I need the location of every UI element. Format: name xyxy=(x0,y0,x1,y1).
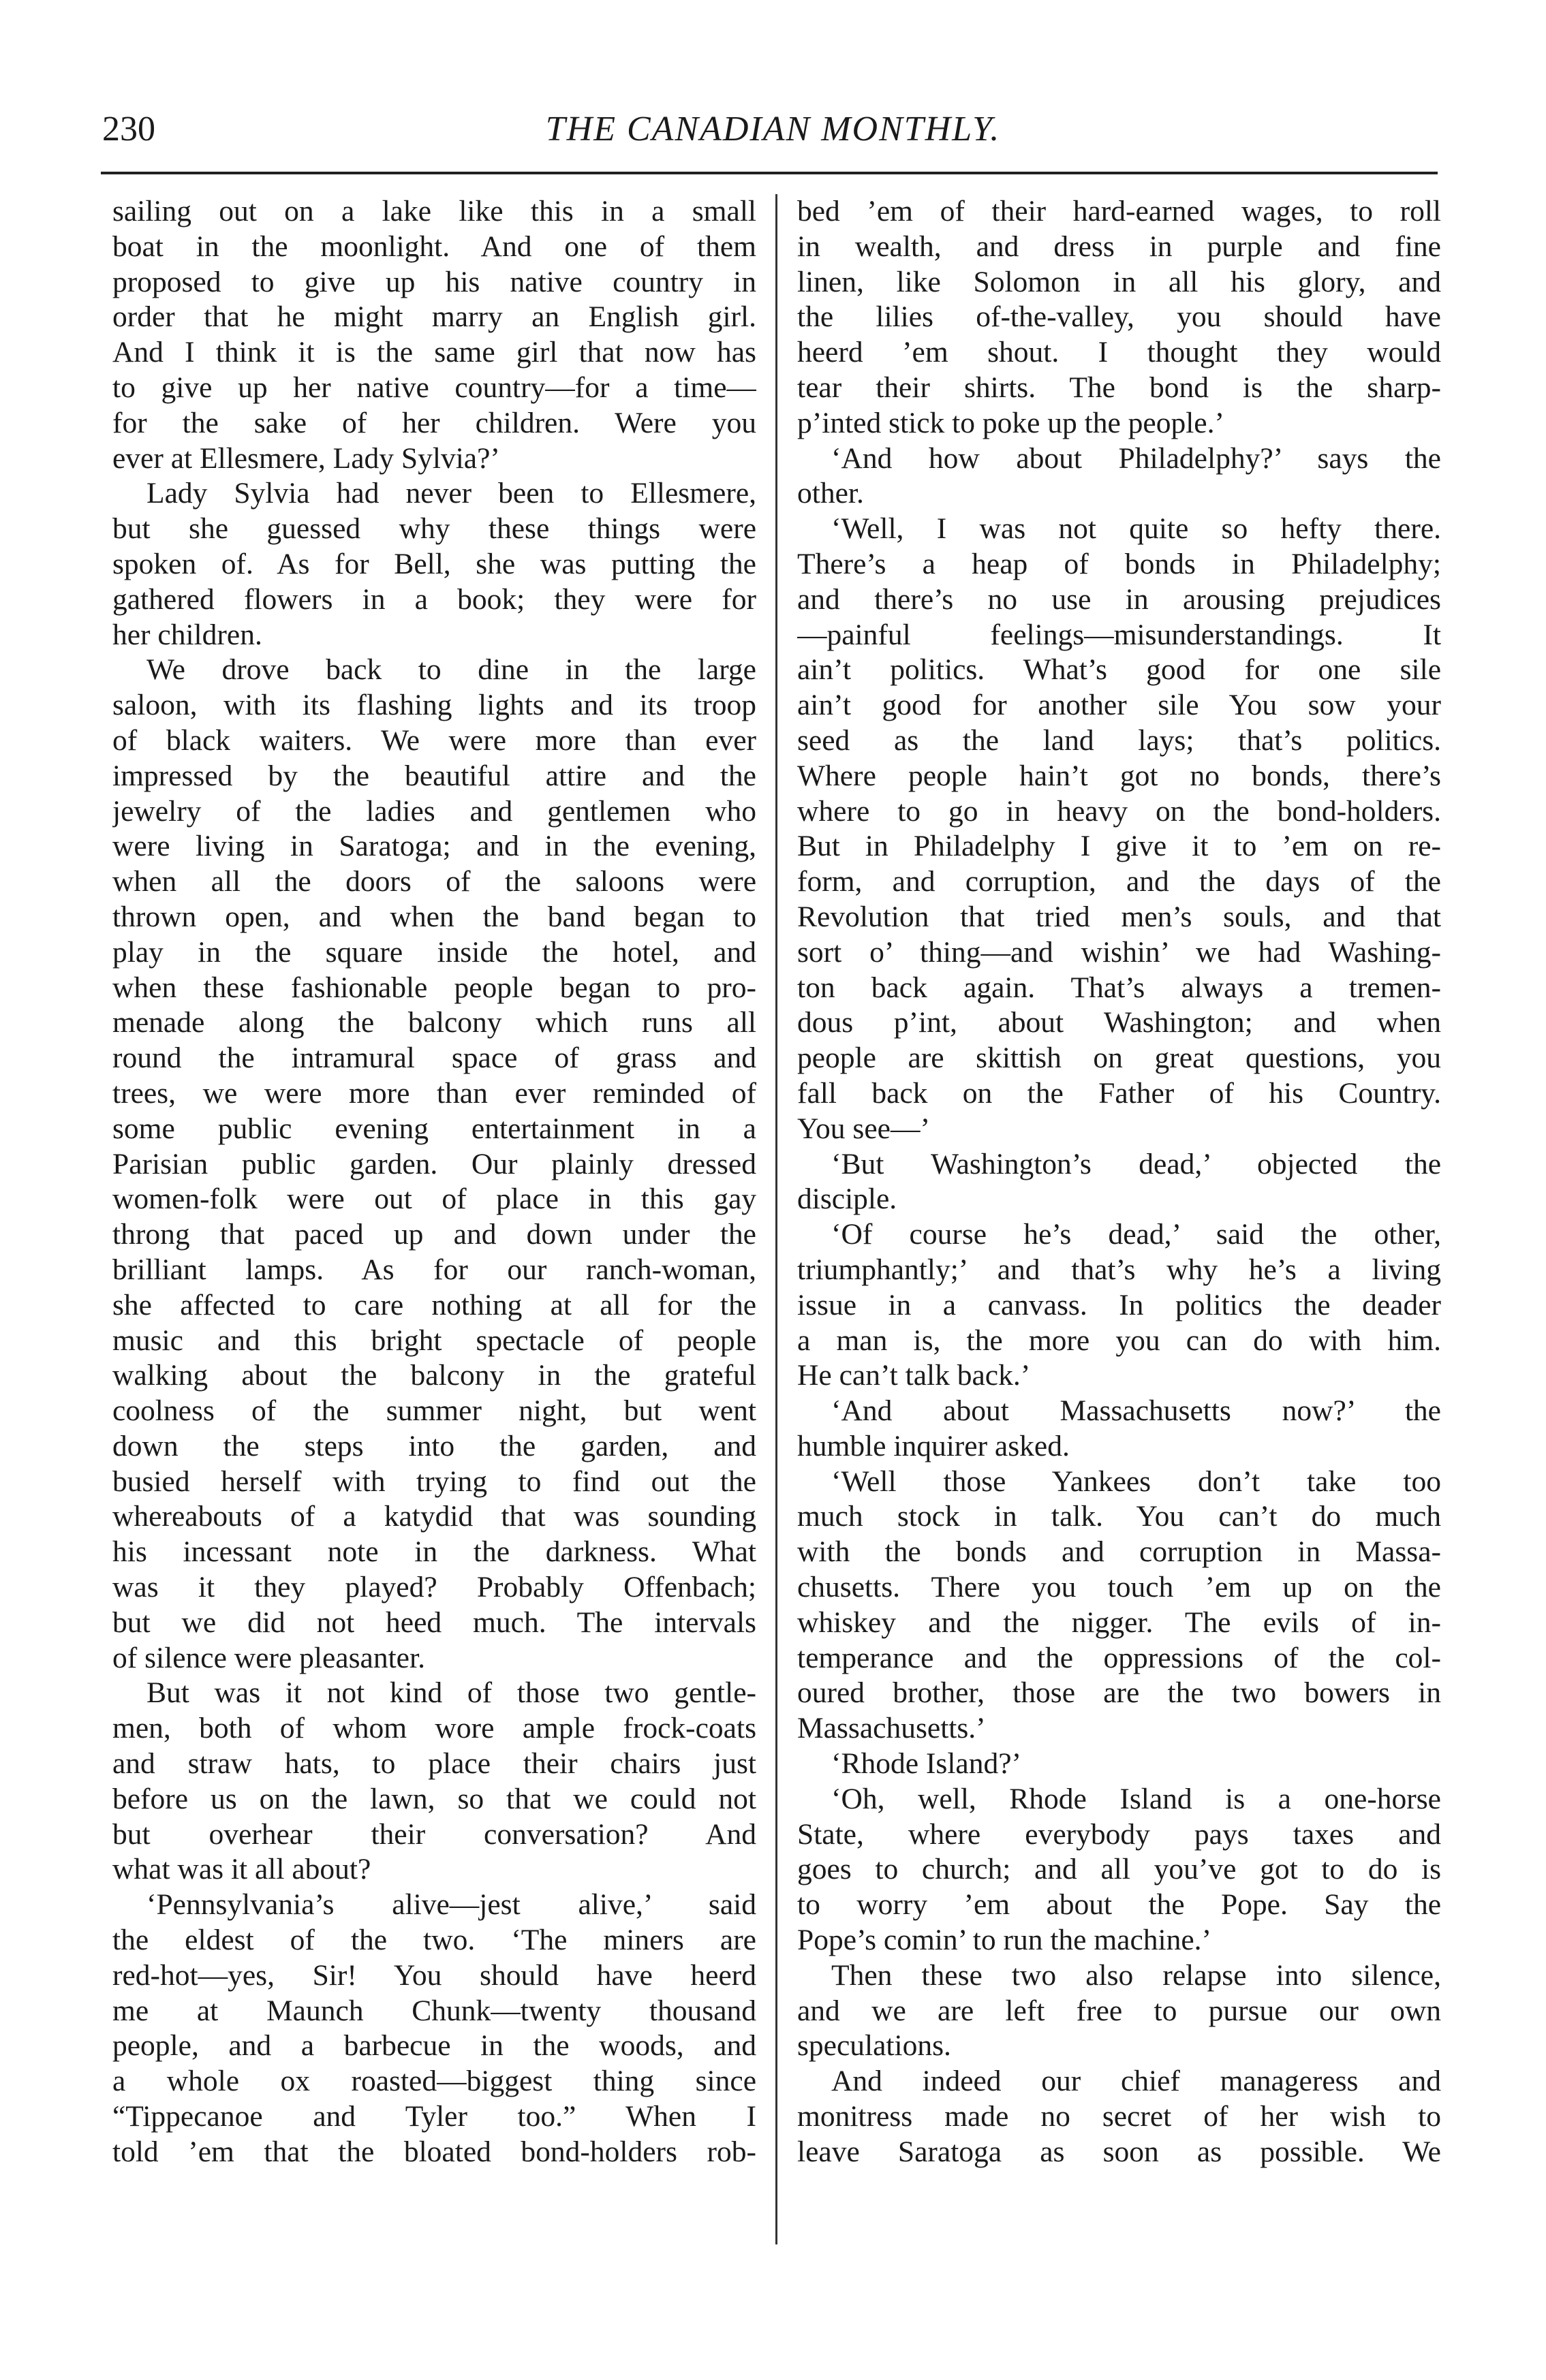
text-line: Revolution that tried men’s souls, and that xyxy=(797,900,1441,933)
text-line: ‘But Washington’s dead,’ objected the xyxy=(831,1147,1441,1180)
text-line: what was it all about? xyxy=(112,1853,371,1886)
text-line: in wealth, and dress in purple and fine xyxy=(797,230,1441,263)
text-line: the lilies of-the-valley, you should have xyxy=(797,300,1441,334)
text-line: ‘Well, I was not quite so hefty there. xyxy=(831,512,1441,546)
text-line: ‘And how about Philadelphy?’ says the xyxy=(831,441,1441,475)
text-line: Where people hain’t got no bonds, there’s xyxy=(797,759,1441,792)
text-line: dous p’int, about Washington; and when xyxy=(797,1006,1441,1039)
text-line: disciple. xyxy=(797,1183,897,1216)
text-line: humble inquirer asked. xyxy=(797,1429,1070,1462)
text-line: ‘Oh, well, Rhode Island is a one-horse xyxy=(831,1782,1441,1815)
text-line: but she guessed why these things were xyxy=(112,512,756,546)
text-line: jewelry of the ladies and gentlemen who xyxy=(112,794,756,828)
text-line: boat in the moonlight. And one of them xyxy=(112,230,756,263)
text-line: for the sake of her children. Were you xyxy=(112,406,756,439)
text-line: temperance and the oppressions of the col- xyxy=(797,1641,1441,1674)
text-line: busied herself with trying to find out the xyxy=(112,1465,756,1498)
text-line: a whole ox roasted—biggest thing since xyxy=(112,2065,756,2098)
text-line: ‘Rhode Island?’ xyxy=(831,1747,1022,1781)
text-line: told ’em that the bloated bond-holders rob- xyxy=(112,2135,756,2168)
text-line: trees, we were more than ever reminded of xyxy=(112,1076,756,1110)
text-line: Pope’s comin’ to run the machine.’ xyxy=(797,1924,1212,1957)
text-line: And I think it is the same girl that now has xyxy=(112,336,756,369)
text-line: oured brother, those are the two bowers in xyxy=(797,1676,1441,1710)
text-line: were living in Saratoga; and in the evening, xyxy=(112,830,756,863)
running-title: THE CANADIAN MONTHLY. xyxy=(545,110,1001,148)
text-line: brilliant lamps. As for our ranch-woman, xyxy=(112,1253,756,1286)
text-line: but we did not heed much. The intervals xyxy=(112,1606,756,1639)
text-line: Massachusetts.’ xyxy=(797,1712,986,1745)
text-line: order that he might marry an English girl. xyxy=(112,300,756,334)
text-line: ton back again. That’s always a tremen- xyxy=(797,971,1441,1004)
text-line: We drove back to dine in the large xyxy=(146,653,756,687)
text-line: play in the square inside the hotel, and xyxy=(112,935,756,969)
text-line: and we are left free to pursue our own xyxy=(797,1994,1441,2027)
text-line: a man is, the more you can do with him. xyxy=(797,1324,1441,1357)
text-line: menade along the balcony which runs all xyxy=(112,1006,756,1039)
text-line: people are skittish on great questions, you xyxy=(797,1042,1441,1075)
text-line: me at Maunch Chunk—twenty thousand xyxy=(112,1994,756,2027)
text-line: form, and corruption, and the days of the xyxy=(797,865,1441,898)
text-line: But was it not kind of those two gentle- xyxy=(146,1676,756,1710)
text-line: linen, like Solomon in all his glory, and xyxy=(797,265,1441,298)
text-line: ‘Pennsylvania’s alive—jest alive,’ said xyxy=(146,1888,756,1922)
text-line: ain’t politics. What’s good for one sile xyxy=(797,653,1441,687)
text-line: other. xyxy=(797,477,864,510)
text-line: Lady Sylvia had never been to Ellesmere, xyxy=(146,477,756,510)
text-line: men, both of whom wore ample frock-coats xyxy=(112,1712,756,1745)
text-line: to give up her native country—for a time— xyxy=(112,371,756,404)
text-line: issue in a canvass. In politics the deader xyxy=(797,1288,1441,1321)
text-line: his incessant note in the darkness. What xyxy=(112,1535,756,1569)
text-line: coolness of the summer night, but went xyxy=(112,1394,756,1428)
text-line: women-folk were out of place in this gay xyxy=(112,1183,756,1216)
text-line: and straw hats, to place their chairs just xyxy=(112,1747,756,1781)
text-line: down the steps into the garden, and xyxy=(112,1429,756,1462)
text-line: ‘And about Massachusetts now?’ the xyxy=(831,1394,1441,1428)
column-divider xyxy=(775,194,777,2244)
text-line: when all the doors of the saloons were xyxy=(112,865,756,898)
text-line: of black waiters. We were more than ever xyxy=(112,723,756,757)
text-line: triumphantly;’ and that’s why he’s a living xyxy=(797,1253,1441,1286)
text-line: was it they played? Probably Offenbach; xyxy=(112,1571,756,1604)
left-column xyxy=(112,194,756,2170)
text-line: when these fashionable people began to pro- xyxy=(112,971,756,1004)
text-line: gathered flowers in a book; they were for xyxy=(112,582,756,616)
text-line: sort o’ thing—and wishin’ we had Washing- xyxy=(797,935,1441,969)
text-line: to worry ’em about the Pope. Say the xyxy=(797,1888,1441,1922)
text-line: throng that paced up and down under the xyxy=(112,1218,756,1251)
text-line: round the intramural space of grass and xyxy=(112,1042,756,1075)
text-line: impressed by the beautiful attire and the xyxy=(112,759,756,792)
text-line: seed as the land lays; that’s politics. xyxy=(797,723,1441,757)
text-line: but overhear their conversation? And xyxy=(112,1817,756,1851)
text-line: walking about the balcony in the grateful xyxy=(112,1359,756,1392)
text-line: monitress made no secret of her wish to xyxy=(797,2100,1441,2133)
right-column xyxy=(797,194,1441,2170)
text-line: But in Philadelphy I give it to ’em on re- xyxy=(797,830,1441,863)
text-line: before us on the lawn, so that we could not xyxy=(112,1782,756,1815)
text-line: heerd ’em shout. I thought they would xyxy=(797,336,1441,369)
text-line: bed ’em of their hard-earned wages, to roll xyxy=(797,195,1441,228)
text-line: with the bonds and corruption in Massa- xyxy=(797,1535,1441,1569)
text-line: saloon, with its flashing lights and its troop xyxy=(112,689,756,722)
text-line: You see—’ xyxy=(797,1112,930,1145)
text-line: State, where everybody pays taxes and xyxy=(797,1817,1441,1851)
text-line: her children. xyxy=(112,618,262,651)
text-line: whereabouts of a katydid that was sounding xyxy=(112,1500,756,1533)
text-line: leave Saratoga as soon as possible. We xyxy=(797,2135,1441,2168)
text-line: she affected to care nothing at all for the xyxy=(112,1288,756,1321)
text-line: proposed to give up his native country in xyxy=(112,265,756,298)
text-line: whiskey and the nigger. The evils of in- xyxy=(797,1606,1441,1639)
text-line: ‘Of course he’s dead,’ said the other, xyxy=(831,1218,1441,1251)
text-line: goes to church; and all you’ve got to do is xyxy=(797,1853,1441,1886)
text-line: And indeed our chief manageress and xyxy=(831,2065,1441,2098)
text-line: tear their shirts. The bond is the sharp- xyxy=(797,371,1441,404)
text-line: p’inted stick to poke up the people.’ xyxy=(797,406,1224,439)
text-line: red-hot—yes, Sir! You should have heerd xyxy=(112,1958,756,1992)
page-number: 230 xyxy=(102,110,155,148)
text-line: some public evening entertainment in a xyxy=(112,1112,756,1145)
text-line: where to go in heavy on the bond-holders. xyxy=(797,794,1441,828)
text-line: speculations. xyxy=(797,2029,951,2063)
text-line: There’s a heap of bonds in Philadelphy; xyxy=(797,547,1441,580)
text-line: the eldest of the two. ‘The miners are xyxy=(112,1924,756,1957)
text-line: spoken of. As for Bell, she was putting the xyxy=(112,547,756,580)
text-line: thrown open, and when the band began to xyxy=(112,900,756,933)
text-line: Then these two also relapse into silence, xyxy=(831,1958,1441,1992)
text-line: music and this bright spectacle of people xyxy=(112,1324,756,1357)
text-line: of silence were pleasanter. xyxy=(112,1641,425,1674)
text-line: chusetts. There you touch ’em up on the xyxy=(797,1571,1441,1604)
text-line: ‘Well those Yankees don’t take too xyxy=(831,1465,1441,1498)
text-line: fall back on the Father of his Country. xyxy=(797,1076,1441,1110)
text-line: He can’t talk back.’ xyxy=(797,1359,1031,1392)
text-line: ain’t good for another sile You sow your xyxy=(797,689,1441,722)
page-header xyxy=(0,102,1546,157)
text-line: much stock in talk. You can’t do much xyxy=(797,1500,1441,1533)
text-line: —painful feelings—misunderstandings. It xyxy=(797,618,1441,651)
text-line: people, and a barbecue in the woods, and xyxy=(112,2029,756,2063)
text-line: sailing out on a lake like this in a small xyxy=(112,195,756,228)
text-line: “Tippecanoe and Tyler too.” When I xyxy=(112,2100,756,2133)
text-line: ever at Ellesmere, Lady Sylvia?’ xyxy=(112,441,500,475)
text-line: and there’s no use in arousing prejudices xyxy=(797,582,1441,616)
text-line: Parisian public garden. Our plainly dressed xyxy=(112,1147,756,1180)
header-rule xyxy=(101,172,1438,174)
